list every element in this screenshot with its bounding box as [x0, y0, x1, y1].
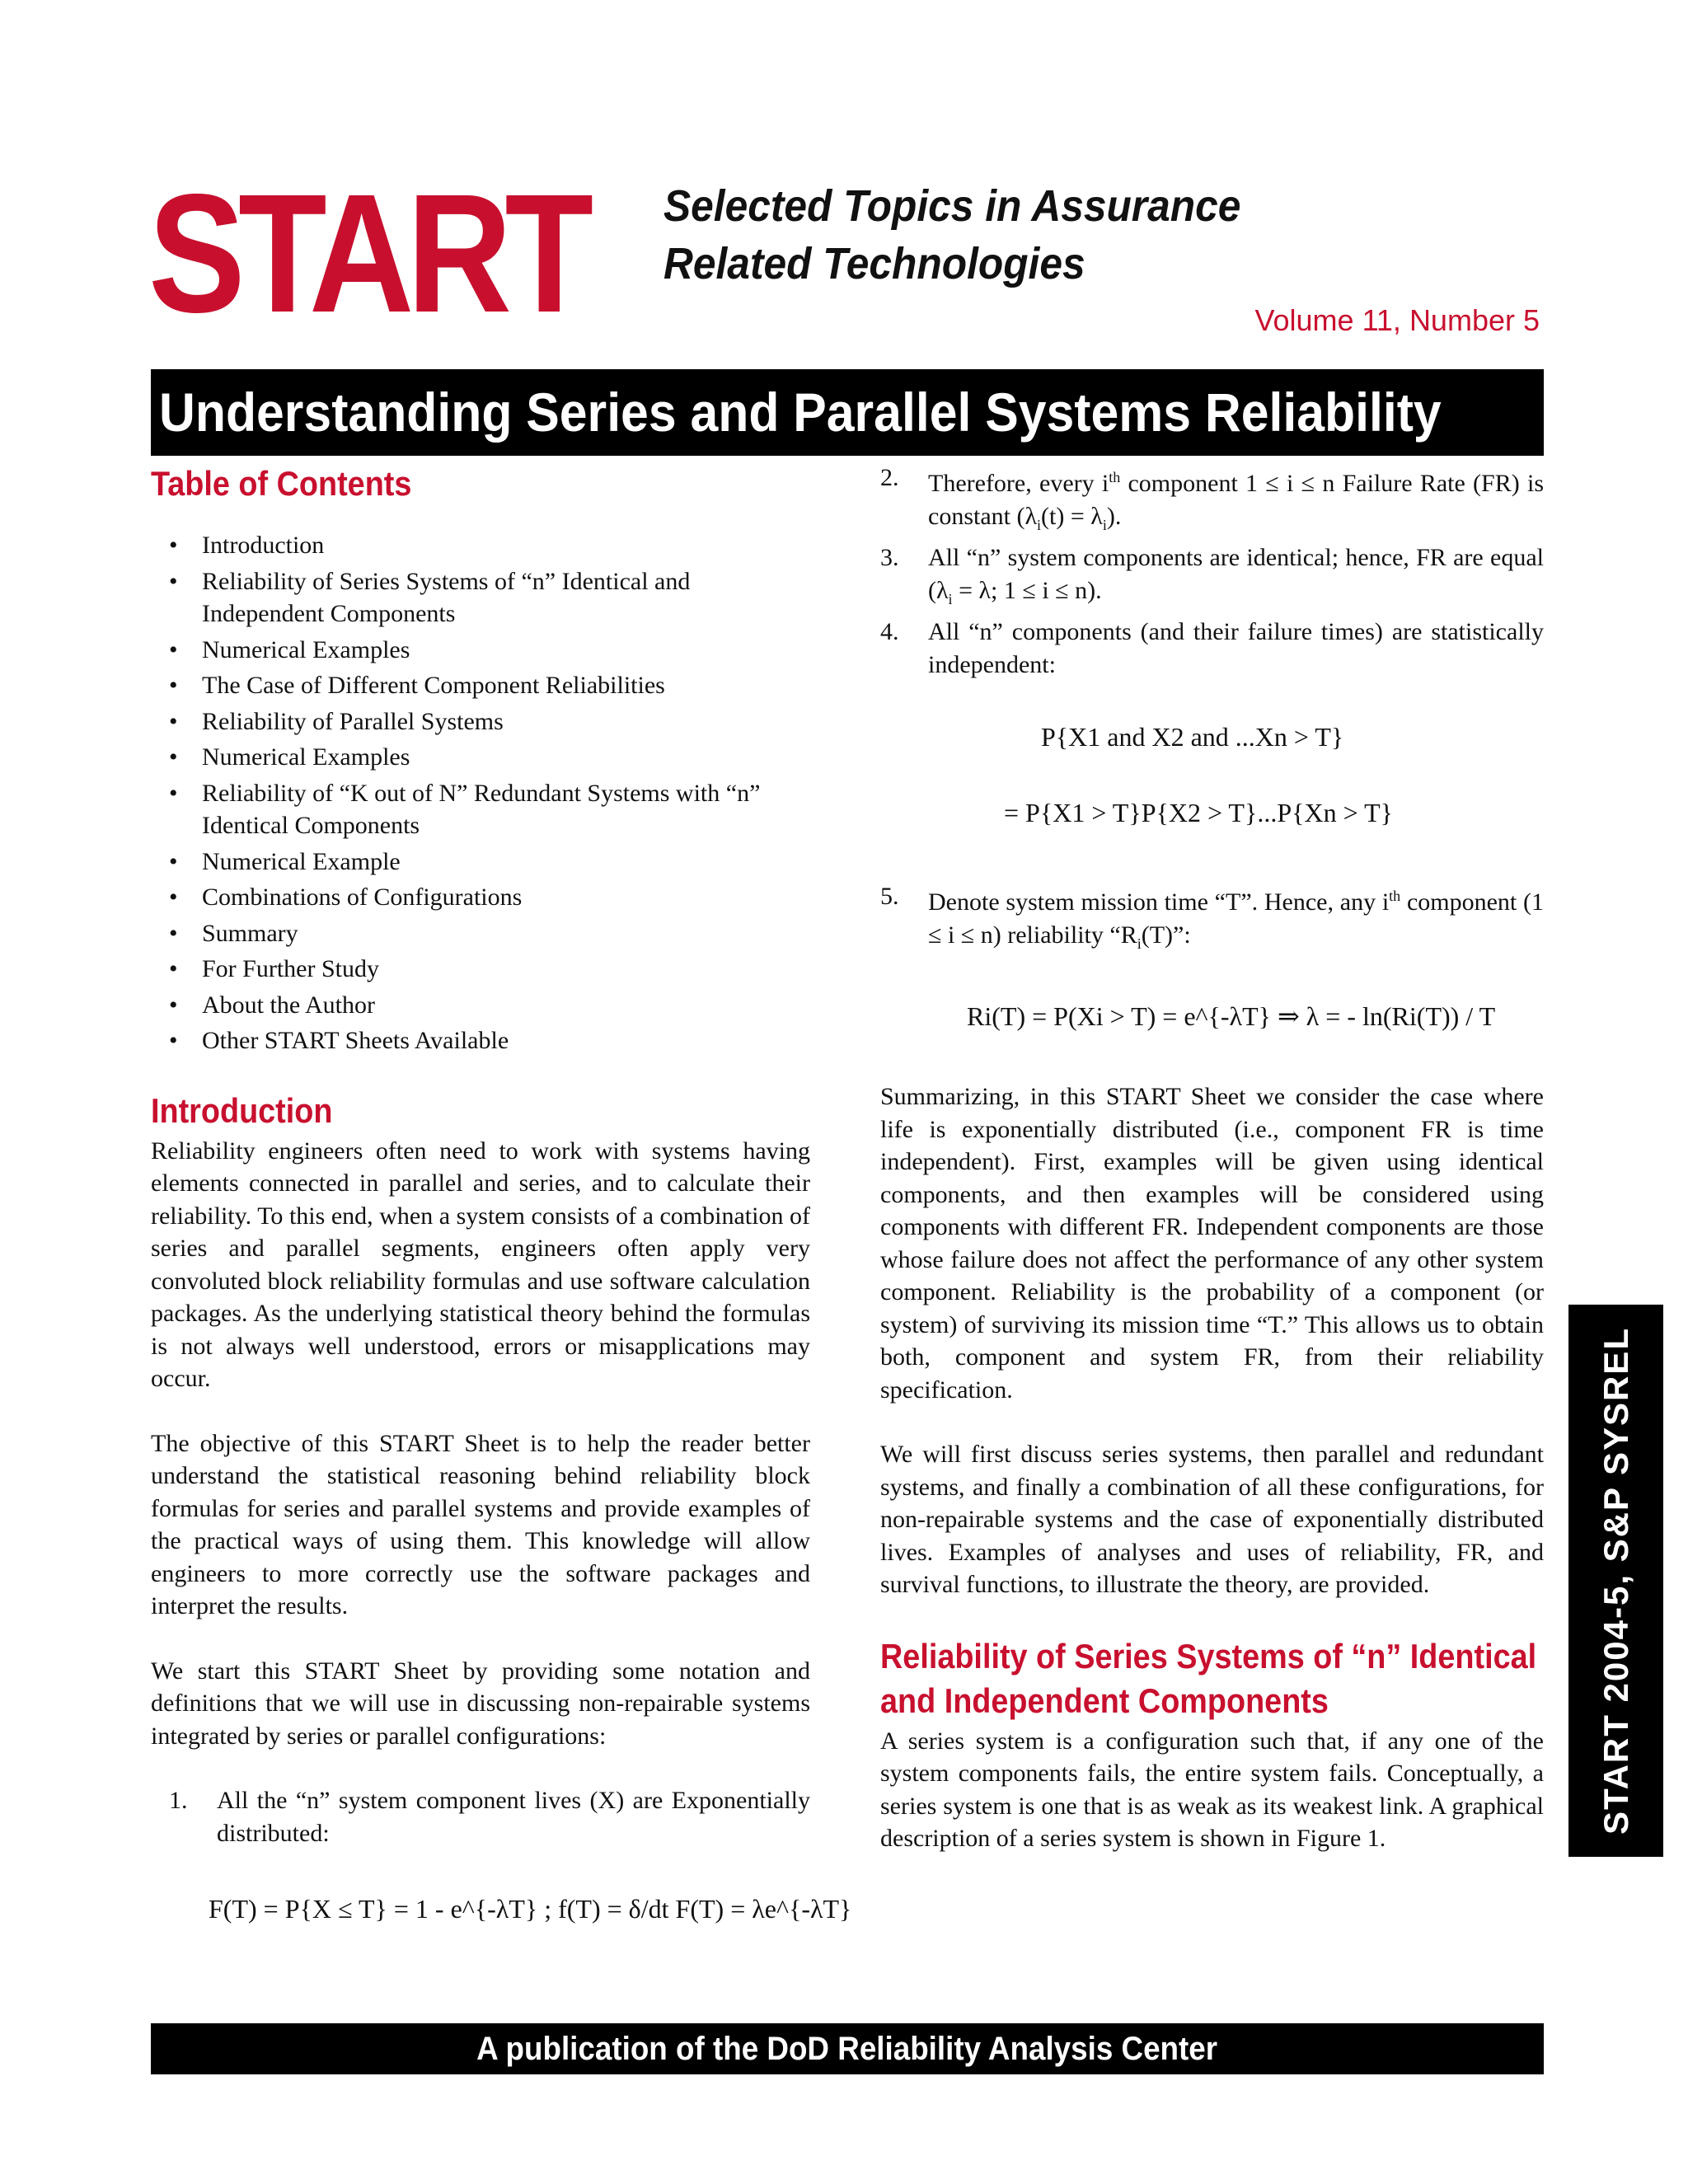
toc-item [169, 669, 810, 702]
toc-item-label: Combinations of Configurations [202, 883, 523, 911]
toc-item [169, 741, 810, 774]
page-title: Understanding Series and Parallel Systems Reliability [159, 382, 1442, 443]
footer-text: A publication of the DoD Reliability Analysis Center [476, 2031, 1218, 2067]
toc-item-label: Numerical Example [202, 847, 401, 875]
list-item-2-text-d: ). [1106, 502, 1122, 530]
right-column [880, 462, 1544, 1855]
toc-item [169, 881, 810, 914]
bullet-icon: • [169, 991, 178, 1019]
list-item-1-number: 1. [169, 1787, 188, 1814]
bullet-icon: • [169, 1027, 178, 1054]
bullet-icon: • [169, 532, 178, 559]
toc-item-label: About the Author [202, 991, 375, 1019]
series-heading-line-1: Reliability of Series Systems of “n” Identical [880, 1636, 1537, 1675]
bullet-icon: • [169, 779, 178, 807]
toc-item-label: The Case of Different Component Reliabilities [202, 672, 665, 699]
toc-item [169, 953, 810, 986]
list-item-3-text-b: = λ; 1 ≤ i ≤ n). [952, 576, 1102, 604]
volume-number: Volume 11, Number 5 [1254, 303, 1540, 337]
tagline-line-1: Selected Topics in Assurance [663, 181, 1241, 231]
equation-independence-2: = P{X1 > T}P{X2 > T}...P{Xn > T} [1004, 798, 1393, 827]
intro-paragraph-1: Reliability engineers often need to work with systems having elements connected in parallel and series, and to calculate their reliability. To this end, when a system consists of a combination of series and parallel segments, engineers often apply very convoluted block reliability formulas and use software calculation packages. As the underlying statistical theory behind the formulas is not always well understood, errors or misapplications may occur. [151, 1137, 810, 1392]
toc-item-label: Summary [202, 919, 298, 947]
side-tab-label: START 2004-5, S&P SYSREL [1596, 1327, 1635, 1835]
footer-bar [151, 2023, 1544, 2074]
toc-item-label: Reliability of “K out of N” Redundant Systems with “n” Identical Components [202, 779, 761, 839]
list-item-1-text: All the “n” system component lives (X) are Exponentially distributed: [217, 1787, 810, 1847]
toc-item-label: Reliability of Parallel Systems [202, 707, 504, 735]
list-item-5-text-b: component (1 ≤ i ≤ n) reliability “R [928, 888, 1544, 949]
title-bar [151, 369, 1544, 456]
toc-item-label: For Further Study [202, 955, 380, 982]
equation-cdf [209, 1892, 852, 1925]
intro-paragraph-2: The objective of this START Sheet is to help the reader better understand the statistical reasoning behind reliability block formulas for series and parallel systems and provide examples of the practical ways of using them. This knowledge will allow engineers to more correctly use the software packages and interpret the results. [151, 1429, 810, 1619]
list-item-1 [169, 1784, 810, 1849]
toc-item-label: Numerical Examples [202, 635, 410, 663]
list-item-4 [880, 616, 1544, 681]
summary-paragraph: Summarizing, in this START Sheet we consider the case where life is exponentially distributed (i.e., component FR is time independent). First, examples will be given using identical components, and then examples will be considered using components with different FR. Independent components are those whose failure does not affect the performance of any other system component. Reliability is the probability of a component (or system) of surviving its mission time “T.” This allows us to obtain both, component and system FR, from their reliability specification. [880, 1083, 1544, 1404]
intro-paragraph-3: We start this START Sheet by providing some notation and definitions that we will use in discussing non-repairable systems integrated by series or parallel configurations: [151, 1657, 810, 1750]
toc-heading: Table of Contents [151, 464, 412, 503]
list-item-3-number: 3. [880, 544, 899, 571]
toc-item [169, 777, 810, 842]
toc-item [169, 917, 810, 950]
tagline [663, 177, 1240, 293]
list-item-5: 5. Denote system mission time “T”. Hence, any $i^{th}$ component (1 ≤ i ≤ n) reliability “$R_i(T)$”: [880, 880, 1544, 960]
series-heading [880, 1634, 1544, 1723]
list-item-4-number: 4. [880, 618, 899, 645]
bullet-icon: • [169, 635, 178, 663]
list-item-5-sup: th [1389, 888, 1401, 904]
list-item-2-number: 2. [880, 464, 899, 491]
toc-item [169, 989, 810, 1022]
toc-item [169, 529, 810, 562]
bullet-icon: • [169, 743, 178, 771]
overview-paragraph: We will first discuss series systems, then parallel and redundant systems, and finally a combination of all these configurations, for non-repairable systems and the case of exponentially distributed lives. Examples of analyses and uses of reliability, FR, and survival functions, to illustrate the theory, are provided. [880, 1441, 1544, 1598]
toc-item [169, 705, 810, 738]
toc-item [169, 1024, 810, 1057]
list-item-5-text-a: Denote system mission time “T”. Hence, any i [928, 888, 1390, 916]
list-item-4-text: All “n” components (and their failure times) are statistically independent: [928, 618, 1544, 678]
list-item-2-text-c: (t) = λ [1041, 502, 1103, 530]
equation-independence-1: P{X1 and X2 and ...Xn > T} [1041, 722, 1344, 752]
series-heading-line-2: and Independent Components [880, 1680, 1329, 1720]
series-paragraph: A series system is a configuration such that, if any one of the system components fails, the entire system fails. Conceptually, a series system is one that is as weak as its weakest link. A graphical description of a series system is shown in Figure 1. [880, 1727, 1544, 1852]
toc-item [169, 565, 810, 630]
list-item-3: 3. All “n” system components are identical; hence, FR are equal ($\lambda_i = \lambda$; 1 ≤ i ≤ n). [880, 541, 1544, 616]
list-item-5-number: 5. [880, 883, 899, 910]
toc-item [169, 634, 810, 667]
toc-item-label: Other START Sheets Available [202, 1027, 509, 1054]
bullet-icon: • [169, 919, 178, 947]
start-logo: START [148, 159, 587, 348]
list-item-3-text: All “n” system components are identical; hence, FR are equal (λ [928, 544, 1544, 604]
bullet-icon: • [169, 707, 178, 735]
bullet-icon: • [169, 955, 178, 982]
bullet-icon: • [169, 847, 178, 875]
bullet-icon: • [169, 883, 178, 911]
list-item-5-text-c: (T)”: [1141, 921, 1191, 949]
equation-reliability: Ri(T) = P(Xi > T) = e^{-λT} ⇒ λ = - ln(Ri(T)) / T [967, 1001, 1496, 1031]
toc-item [169, 846, 810, 879]
toc-item-label: Numerical Examples [202, 743, 410, 771]
tagline-line-2: Related Technologies [663, 239, 1085, 288]
left-column [151, 462, 852, 1925]
equation-cdf-text: F(T) = P{X ≤ T} = 1 - e^{-λT} ; f(T) = δ/dt F(T) = λe^{-λT} [209, 1894, 852, 1924]
toc-list [151, 529, 810, 1057]
bullet-icon: • [169, 672, 178, 699]
list-item-2-text-a: Therefore, every i [928, 470, 1109, 497]
toc-item-label: Introduction [202, 532, 325, 559]
introduction-heading: Introduction [151, 1090, 333, 1130]
side-tab [1568, 1305, 1663, 1857]
list-item-2-text-b: component 1 ≤ i ≤ n Failure Rate (FR) is constant (λ [928, 470, 1545, 530]
list-item-2: 2. Therefore, every $i^{th}$ component 1 ≤ i ≤ n Failure Rate (FR) is constant $(\lambda_i(t) = \lambda_i)$. [880, 462, 1544, 541]
bullet-icon: • [169, 567, 178, 595]
list-item-2-sup: th [1109, 469, 1121, 485]
toc-item-label: Reliability of Series Systems of “n” Identical and Independent Components [202, 567, 691, 627]
